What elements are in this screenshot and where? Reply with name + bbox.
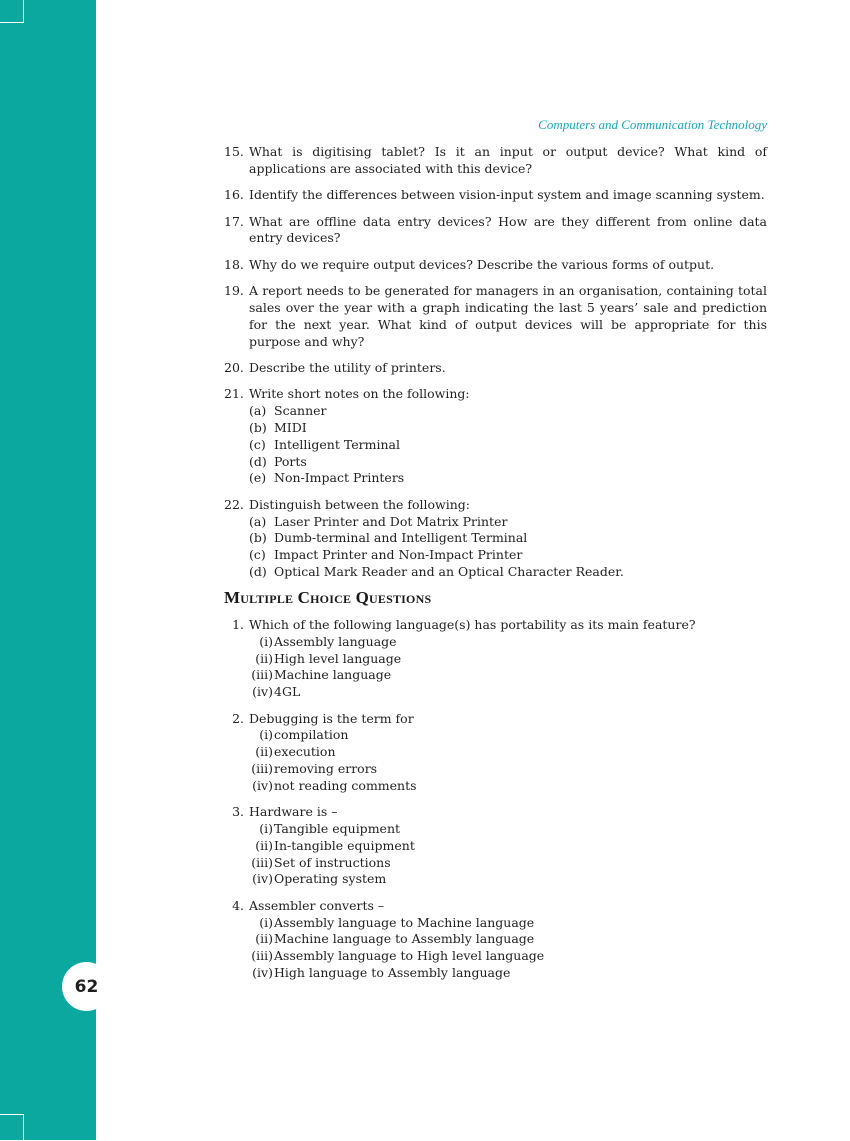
question-body [249,711,767,795]
option-item [249,514,767,531]
option-text: Operating system [274,871,387,887]
question-item [224,214,767,248]
option-item [249,651,767,668]
running-header: Computers and Communication Technology [538,117,767,132]
question-number: 19. [224,283,244,299]
option-label: (ii) [255,931,273,947]
question-body [249,804,767,888]
option-item [249,948,767,965]
option-item [249,871,767,888]
page-number: 62 [74,976,99,997]
option-item [249,564,767,581]
option-label: (iv) [252,684,273,700]
question-body [249,360,767,377]
option-text: Assembly language [274,633,397,649]
option-label: (d) [249,453,267,469]
option-label: (b) [249,419,267,435]
option-item [249,403,767,420]
question-text: Identify the differences between vision-input system and image scanning system. [249,187,765,203]
option-label: (iii) [251,761,273,777]
option-text: Laser Printer and Dot Matrix Printer [274,513,508,529]
question-number: 2. [232,710,244,726]
question-item [224,804,767,888]
option-text: Dumb-terminal and Intelligent Terminal [274,530,528,546]
option-label: (i) [259,633,273,649]
option-text: Assembly language to Machine language [274,914,535,930]
option-item [249,470,767,487]
option-label: (iv) [252,871,273,887]
question-body [249,257,767,274]
option-text: Machine language to Assembly language [274,931,535,947]
question-item [224,257,767,274]
question-text: Describe the utility of printers. [249,359,446,375]
question-text: Hardware is – [249,804,338,820]
option-item [249,838,767,855]
question-body [249,386,767,487]
option-label: (a) [249,403,267,419]
option-item [249,437,767,454]
question-body [249,898,767,982]
exercise-question-list [224,144,767,581]
option-label: (i) [259,914,273,930]
option-label: (iv) [252,965,273,980]
option-label: (a) [249,513,267,529]
page-number-badge [62,962,111,1011]
question-body [249,187,767,204]
option-label: (ii) [255,837,273,853]
option-label: (iii) [251,854,273,870]
question-number: 18. [224,256,244,272]
option-text: In-tangible equipment [274,837,415,853]
question-item [224,144,767,178]
question-body [249,617,767,701]
question-item [224,617,767,701]
option-item [249,667,767,684]
option-item [249,915,767,932]
option-text: Assembly language to High level language [274,948,545,964]
crop-mark-top [0,0,24,23]
option-item [249,821,767,838]
page-content [224,144,767,991]
option-text: compilation [274,727,349,743]
option-item [249,454,767,471]
option-text: Non-Impact Printers [274,470,405,486]
option-text: 4GL [274,684,301,700]
option-text: Machine language [274,667,392,683]
option-label: (ii) [255,650,273,666]
option-text: not reading comments [274,777,417,793]
question-item [224,386,767,487]
option-item [249,420,767,437]
question-number: 22. [224,496,244,512]
question-body [249,283,767,350]
option-label: (e) [249,470,267,486]
question-item [224,898,767,982]
question-text: A report needs to be generated for managers in an organisation, containing total sales over the year with a graph indicating the last 5 years’ sale and prediction for the next year. What kind of output devices will be appropriate for this purpose and why? [249,283,767,349]
option-item [249,547,767,564]
question-number: 3. [232,804,244,820]
option-text: Impact Printer and Non-Impact Printer [274,547,523,563]
option-text: Ports [274,453,307,469]
option-label: (iii) [251,667,273,683]
question-text: Debugging is the term for [249,710,414,726]
question-number: 20. [224,359,244,375]
question-text: Assembler converts – [249,897,385,913]
question-text: What are offline data entry devices? How are they different from online data entry devices? [249,213,767,246]
option-text: MIDI [274,419,307,435]
question-body [249,214,767,248]
question-number: 17. [224,213,244,229]
option-item [249,965,767,982]
question-body [249,144,767,178]
option-item [249,744,767,761]
option-label: (c) [249,436,266,452]
question-text: What is digitising tablet? Is it an input or output device? What kind of applications are associated with this device? [249,144,767,176]
option-label: (ii) [255,744,273,760]
option-item [249,931,767,948]
option-text: Scanner [274,403,327,419]
option-text: High level language [274,650,402,666]
option-text: execution [274,744,336,760]
option-text: Set of instructions [274,854,391,870]
option-item [249,761,767,778]
option-item [249,727,767,744]
question-text: Write short notes on the following: [249,386,470,402]
option-text: Intelligent Terminal [274,436,400,452]
question-text: Why do we require output devices? Describe the various forms of output. [249,256,715,272]
question-number: 1. [232,617,244,633]
option-text: removing errors [274,761,378,777]
question-number: 16. [224,187,244,203]
option-text: High language to Assembly language [274,965,511,980]
option-text: Tangible equipment [274,821,401,837]
option-label: (i) [259,727,273,743]
mcq-section-heading: Multiple Choice Questions [224,588,432,608]
option-item [249,855,767,872]
question-body [249,497,767,581]
crop-mark-bottom [0,1114,24,1141]
option-label: (b) [249,530,267,546]
option-item [249,530,767,547]
mcq-question-list [224,617,767,982]
option-label: (c) [249,547,266,563]
option-label: (iii) [251,948,273,964]
option-label: (i) [259,821,273,837]
option-label: (iv) [252,777,273,793]
question-number: 4. [232,897,244,913]
option-item [249,634,767,651]
question-item [224,711,767,795]
question-item [224,187,767,204]
option-text: Optical Mark Reader and an Optical Character Reader. [274,563,624,579]
question-number: 21. [224,386,244,402]
question-item [224,360,767,377]
question-item [224,497,767,581]
question-text: Which of the following language(s) has portability as its main feature? [249,617,696,633]
option-label: (d) [249,563,267,579]
question-text: Distinguish between the following: [249,496,471,512]
option-item [249,684,767,701]
question-item [224,283,767,350]
question-number: 15. [224,144,244,159]
option-item [249,778,767,795]
